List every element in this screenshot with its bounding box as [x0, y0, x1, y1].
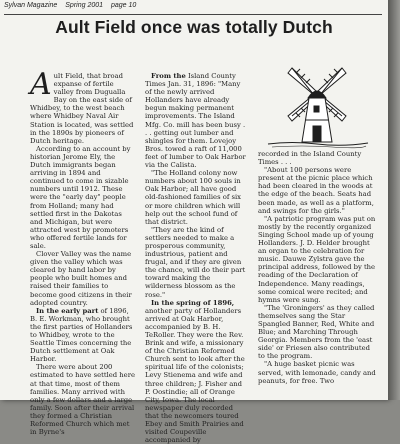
column-1	[30, 67, 135, 437]
paragraph: "A patriotic program was put on mostly by the recently organized Singing School made up of young Hollanders. J. D. Helder brought an organ to the celebration for music. Dauwe Zylstra gave the principal address, followed by the reading of the Declaration of Independence. Many readings, some comical were recited; and hymns were sung.	[258, 214, 376, 304]
paragraph: Ault Field, that broad expanse of fertile valley from Dugualla Bay on the east side of Whidbey, to the west beach where Whidbey Naval Air Station is located, was settled in the 1890s by pioneers of Dutch heritage.	[30, 67, 134, 145]
paragraph: "They are the kind of settlers needed to make a prosperous community, industrious, patient and frugal, and if they are given the chance, will do their part toward making the wilderness blossom as the rose."	[145, 225, 246, 299]
page-header	[4, 2, 382, 15]
page-number: page 10	[110, 2, 137, 9]
paragraph-lead: From the	[151, 72, 186, 80]
paragraph: Clover Valley was the name given the valley which was cleared by hand labor by people who built homes and raised their families to become good citizens in their adopted country.	[30, 250, 132, 307]
paragraph-lead: In the spring of 1896,	[151, 298, 235, 307]
paragraph: In the spring of 1896, another party of Hollanders arrived at Oak Harbor, accompanied by B. H. TeRoller. They were the Rev. Brink and wife, a missionary of the Christian Reformed Church sent to look after the spiritual life of the colonists; Levy Stienema and wife and three children; J. Fisher and P. Oostindie; all of Orange City, Iowa. The local newspaper duly recorded that the newcomers toured Ebey and Smith Prairies and visited Coupeville accompanied by	[145, 298, 245, 444]
paragraph: recorded in the Island County Times . . .	[258, 150, 362, 167]
paragraph-lead: In the early part	[36, 306, 99, 315]
paragraph: "About 100 persons were present at the picnic place which had been cleared in the woods at the edge of the beach. Seats had been made, as well as a platform, and swings for the girls."	[258, 166, 374, 215]
windmill-illustration	[262, 64, 372, 148]
paragraph: "The Holland colony now numbers about 100 souls in Oak Harbor; all have good old-fashioned families of six or more children which will help out the school fund of that district.	[145, 169, 241, 226]
magazine-name: Sylvan Magazine	[4, 2, 58, 9]
drop-cap: A	[30, 67, 52, 102]
paragraph: There were about 200 estimated to have settled here at that time, most of them families. Many arrived with only a few dollars and a large family. Soon after their arrival they formed a Christian Reformed Church which met in Byrne's	[30, 363, 135, 437]
page-shadow-edge	[388, 0, 400, 400]
article-title: Ault Field once was totally Dutch	[55, 17, 333, 37]
paragraph: From the Island County Times Jan. 31, 1896: "Many of the newly arrived Hollanders have already begun making permanent improvements. The Island Mfg. Co. mill has been busy . . . getting out lumber and shingles for them. Lovejoy Bros. towed a raft of 11,000 feet of lumber to Oak Harbor via the Calista.	[145, 72, 246, 170]
paragraph: In the early part of 1896, B. E. Workman, who brought the first parties of Hollanders to Whidbey, wrote to the Seattle Times concerning the Dutch settlement at Oak Harbor.	[30, 306, 133, 364]
column-2	[145, 72, 247, 444]
paragraph: "The 'Groningers' as they called themselves sang the Star Spangled Banner, Red, White and Blue; and Marching Through Georgia. Members from the 'east side' or Friesen also contributed to the program.	[258, 303, 375, 361]
column-3	[258, 150, 376, 385]
paragraph: "A huge basket picnic was served, with lemonade, candy and peanuts, for free. Two	[258, 360, 376, 385]
paragraph: According to an account by historian Jerome Ely, the Dutch immigrants began arriving in 1894 and continued to come in sizable numbers until 1912. These were the "early day" people from Holland; many had settled first in the Dakotas and Michigan, but were attracted west by promoters who offered fertile lands for sale.	[30, 144, 131, 250]
issue-date: Spring 2001	[65, 2, 104, 9]
